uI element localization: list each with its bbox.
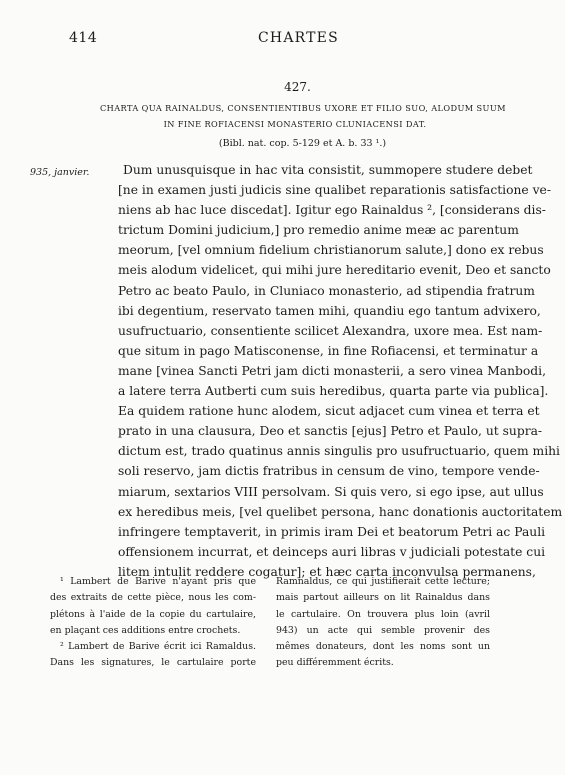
charter-heading — [100, 100, 506, 132]
footnote-line: mêmes donateurs, dont les noms sont un — [276, 641, 490, 653]
footnotes-right-column — [276, 574, 490, 672]
body-line: usufructuario, consentiente scilicet Alexandra, uxore mea. Est nam- — [118, 323, 543, 338]
running-head — [0, 30, 565, 50]
charter-number: 427. — [284, 80, 311, 94]
body-line: niens ab hac luce discedat]. Igitur ego Rainaldus ², [considerans dis- — [118, 203, 546, 218]
body-line: Ea quidem ratione hunc alodem, sicut adjacet cum vinea et terra et — [118, 404, 540, 419]
footnote-line: mais partout ailleurs on lit Rainaldus dans — [276, 592, 490, 604]
footnote-line: 943) un acte qui semble provenir des — [276, 624, 490, 636]
body-line: soli reservo, jam dictis fratribus in censum de vino, tempore vende- — [118, 464, 540, 479]
body-line: dictum est, trado quatinus annis singulis pro usufructuario, quem mihi — [118, 444, 560, 459]
footnote-line: plétons à l'aide de la copie du cartulaire, — [50, 608, 256, 620]
footnote-line: le cartulaire. On trouvera plus loin (avril — [276, 608, 490, 620]
charter-body-text — [118, 160, 563, 582]
footnote-line: peu différemment écrits. — [276, 657, 394, 669]
body-line: que situm in pago Matisconense, in fine Rofiacensi, et terminatur a — [118, 343, 539, 358]
body-line: prato in una clausura, Deo et sanctis [ejus] Petro et Paulo, ut supra- — [118, 424, 543, 439]
body-line: Petro ac beato Paulo, in Cluniaco monasterio, ad stipendia fratrum — [118, 283, 535, 298]
charter-heading-line: CHARTA QUA RAINALDUS, CONSENTIENTIBUS UXORE ET FILIO SUO, ALODUM SUUM — [100, 103, 506, 113]
body-line: ex heredibus meis, [vel quelibet persona, hanc donationis auctoritatem — [118, 504, 563, 519]
footnotes-left-column — [50, 574, 256, 672]
source-citation: (Bibl. nat. cop. 5-129 et A. b. 33 ¹.) — [218, 138, 387, 149]
footnote-line: Ramnaldus, ce qui justifierait cette lecture; — [276, 576, 490, 587]
body-line: ibi degentium, reservato tamen mihi, quandiu ego tantum advixero, — [118, 303, 541, 318]
body-line: [ne in examen justi judicis sine qualibet reparationis satisfactione ve- — [118, 183, 551, 198]
body-line: trictum Domini judicium,] pro remedio anime meæ ac parentum — [118, 223, 519, 238]
margin-date: 935, janvier. — [30, 167, 90, 178]
footnote-line: ² Lambert de Barive écrit ici Ramaldus. — [60, 641, 256, 653]
footnote-line: en plaçant ces additions entre crochets. — [50, 624, 241, 636]
body-line: infringere temptaverit, in primis iram Dei et beatorum Petri ac Pauli — [118, 524, 546, 539]
body-line: Dum unusquisque in hac vita consistit, summopere studere debet — [123, 163, 533, 177]
page-number: 414 — [69, 30, 98, 46]
running-title: CHARTES — [258, 30, 339, 46]
body-line: a latere terra Autberti cum suis heredibus, quarta parte via publica]. — [118, 384, 549, 399]
footnote-line: des extraits de cette pièce, nous les com- — [50, 592, 256, 604]
body-line: offensionem incurrat, et deinceps auri libras v judiciali potestate cui — [118, 544, 546, 559]
charter-heading-line: IN FINE ROFIACENSI MONASTERIO CLUNIACENSI DAT. — [163, 119, 427, 129]
body-line: litem intulit reddere cogatur]; et hæc carta inconvulsa permanens, — [118, 564, 536, 579]
body-line: mane [vinea Sancti Petri jam dicti monasterii, a sero vinea Manbodi, — [118, 363, 546, 378]
footnote-line: Dans les signatures, le cartulaire porte — [50, 657, 256, 669]
footnote-line: ¹ Lambert de Barive n'ayant pris que — [60, 576, 256, 587]
body-line: meorum, [vel omnium fidelium christianorum salute,] dono ex rebus — [118, 243, 544, 258]
body-line: meis alodum videlicet, qui mihi jure hereditario evenit, Deo et sancto — [118, 263, 551, 278]
body-line: miarum, sextarios VIII persolvam. Si quis vero, si ego ipse, aut ullus — [118, 484, 544, 499]
